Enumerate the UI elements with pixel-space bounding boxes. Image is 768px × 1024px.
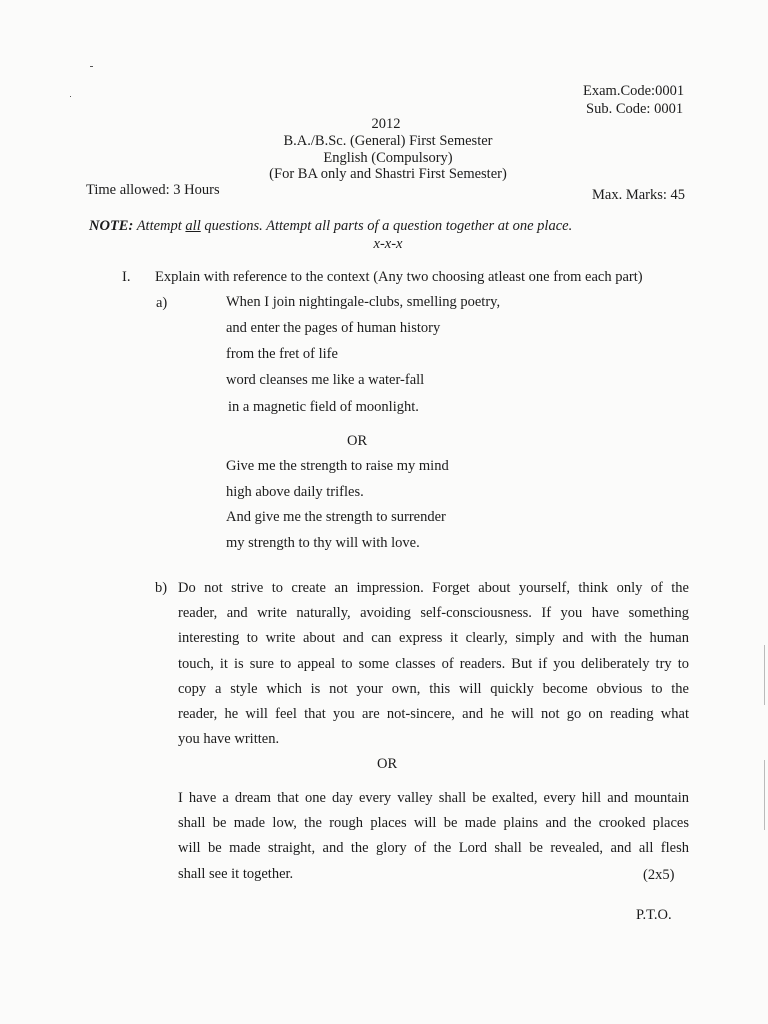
scan-speck <box>70 96 71 97</box>
subject-code: Sub. Code: 0001 <box>586 101 684 117</box>
passage1-line: copy a style which is not your own, this will quickly become obvious to the <box>178 680 689 697</box>
passage1-line: reader, and write naturally, avoiding self-consciousness. If you have something <box>178 605 689 622</box>
passage2-line: shall see it together. <box>178 865 294 882</box>
note-pre: Attempt <box>136 218 182 234</box>
passage2-line: I have a dream that one day every valley shall be exalted, every hill and mountain <box>178 790 689 806</box>
passage1-line: interesting to write about and can express it clearly, simply and with the human <box>178 630 689 647</box>
max-marks: Max. Marks: 45 <box>592 187 686 203</box>
note-post: questions. Attempt all parts of a question together at one place. <box>204 218 573 234</box>
instructions-note <box>89 217 572 235</box>
poem1-line: and enter the pages of human history <box>226 320 441 336</box>
or-separator-a: OR <box>347 433 368 449</box>
passage2 <box>178 786 689 887</box>
passage1-line: reader, he will feel that you are not-sincere, and he will not go on reading what <box>178 705 689 722</box>
please-turn-over: P.T.O. <box>636 907 672 923</box>
or-separator-b: OR <box>377 756 398 772</box>
part-b-label: b) <box>155 580 168 596</box>
passage1 <box>178 576 689 752</box>
scan-edge-mark <box>764 645 765 705</box>
scan-edge-mark <box>764 760 765 830</box>
marks-allocation: (2x5) <box>643 867 675 883</box>
time-allowed: Time allowed: 3 Hours <box>86 182 220 198</box>
poem1-line: word cleanses me like a water-fall <box>226 372 425 388</box>
question-number: I. <box>122 269 131 285</box>
subject-title: English (Compulsory) <box>323 150 453 166</box>
poem2-line: my strength to thy will with love. <box>226 535 420 551</box>
scope-note: (For BA only and Shastri First Semester) <box>269 166 507 182</box>
question-text: Explain with reference to the context (Any two choosing atleast one from each part) <box>155 269 643 285</box>
course-title: B.A./B.Sc. (General) First Semester <box>283 133 493 149</box>
note-label: NOTE: <box>89 218 134 234</box>
poem2-line: Give me the strength to raise my mind <box>226 458 449 474</box>
exam-code: Exam.Code:0001 <box>583 83 685 99</box>
note-underlined: all <box>185 218 201 234</box>
poem1-line: from the fret of life <box>226 346 338 362</box>
passage2-line: shall be made low, the rough places will be made plains and the crooked places <box>178 815 689 832</box>
poem2-line: And give me the strength to surrender <box>226 509 446 525</box>
poem1-line: When I join nightingale-clubs, smelling poetry, <box>226 294 501 310</box>
passage1-line: touch, it is sure to appeal to some classes of readers. But if you deliberately try to <box>178 655 689 672</box>
poem1-line: in a magnetic field of moonlight. <box>228 399 419 415</box>
passage1-line: you have written. <box>178 731 280 748</box>
scan-speck <box>90 66 93 67</box>
poem2-line: high above daily trifles. <box>226 484 364 500</box>
exam-year: 2012 <box>371 116 401 132</box>
separator: x-x-x <box>373 236 403 252</box>
part-a-label: a) <box>156 295 168 311</box>
passage2-line: will be made straight, and the glory of the Lord shall be revealed, and all flesh <box>178 840 689 857</box>
passage1-line: Do not strive to create an impression. Forget about yourself, think only of the <box>178 580 689 596</box>
